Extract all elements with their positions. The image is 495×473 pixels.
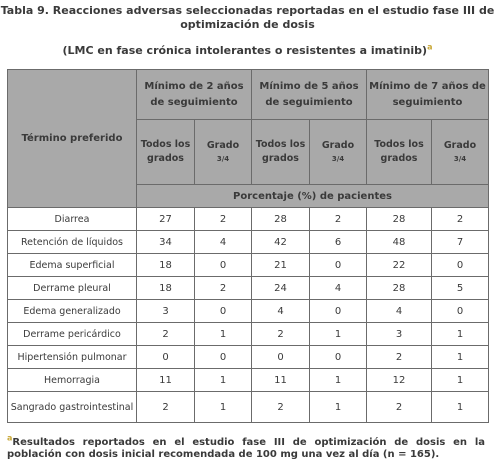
cell-value: 5: [432, 277, 489, 300]
cell-value: 1: [432, 392, 489, 423]
table-row: [8, 392, 489, 423]
cell-value: 0: [252, 346, 310, 369]
row-term: Edema generalizado: [8, 300, 137, 323]
cell-value: 2: [137, 323, 195, 346]
cell-value: 6: [310, 231, 367, 254]
row-term: Hemorragia: [8, 369, 137, 392]
footnote-text: Resultados reportados en el estudio fase III de optimización de dosis en la población con dosis inicial recomendada de 100 mg una vez al día (n = 165).: [7, 437, 485, 460]
cell-value: 2: [367, 392, 432, 423]
header-grade: Grado 3/4: [310, 120, 367, 185]
header-grade: Grado 3/4: [432, 120, 489, 185]
row-term: Retención de líquidos: [8, 231, 137, 254]
cell-value: 1: [310, 369, 367, 392]
header-all-grades: Todos los grados: [367, 120, 432, 185]
cell-value: 3: [367, 323, 432, 346]
cell-value: 28: [367, 208, 432, 231]
cell-value: 1: [195, 369, 252, 392]
header-all-grades: Todos los grados: [252, 120, 310, 185]
header-all-grades: Todos los grados: [137, 120, 195, 185]
cell-value: 12: [367, 369, 432, 392]
table-row: [8, 323, 489, 346]
header-percent: Porcentaje (%) de pacientes: [137, 185, 489, 208]
cell-value: 1: [432, 323, 489, 346]
table-subtitle: [0, 44, 495, 58]
cell-value: 4: [195, 231, 252, 254]
cell-value: 0: [310, 254, 367, 277]
row-term: Diarrea: [8, 208, 137, 231]
row-term: Derrame pleural: [8, 277, 137, 300]
table-footnote: [7, 433, 485, 461]
table-row: [8, 254, 489, 277]
cell-value: 11: [137, 369, 195, 392]
cell-value: 4: [252, 300, 310, 323]
cell-value: 28: [252, 208, 310, 231]
cell-value: 0: [310, 346, 367, 369]
table-row: [8, 300, 489, 323]
table-row: [8, 369, 489, 392]
cell-value: 2: [252, 323, 310, 346]
cell-value: 0: [195, 300, 252, 323]
cell-value: 27: [137, 208, 195, 231]
header-period-7y: Mínimo de 7 años de seguimiento: [367, 70, 489, 120]
cell-value: 1: [310, 392, 367, 423]
cell-value: 2: [195, 277, 252, 300]
cell-value: 1: [310, 323, 367, 346]
cell-value: 2: [367, 346, 432, 369]
cell-value: 7: [432, 231, 489, 254]
cell-value: 0: [310, 300, 367, 323]
footnote-marker: a: [7, 433, 13, 443]
cell-value: 1: [195, 323, 252, 346]
cell-value: 22: [367, 254, 432, 277]
cell-value: 2: [137, 392, 195, 423]
table-row: [8, 277, 489, 300]
cell-value: 3: [137, 300, 195, 323]
cell-value: 42: [252, 231, 310, 254]
row-term: Hipertensión pulmonar: [8, 346, 137, 369]
cell-value: 2: [195, 208, 252, 231]
cell-value: 0: [137, 346, 195, 369]
cell-value: 2: [252, 392, 310, 423]
row-term: Derrame pericárdico: [8, 323, 137, 346]
cell-value: 11: [252, 369, 310, 392]
subtitle-text: (LMC en fase crónica intolerantes o resistentes a imatinib): [62, 44, 428, 57]
cell-value: 0: [432, 300, 489, 323]
table-title: Tabla 9. Reacciones adversas seleccionadas reportadas en el estudio fase III de optimización de dosis: [0, 4, 495, 31]
row-term: Edema superficial: [8, 254, 137, 277]
header-period-2y: Mínimo de 2 años de seguimiento: [137, 70, 252, 120]
table-row: [8, 208, 489, 231]
header-grade: Grado 3/4: [195, 120, 252, 185]
cell-value: 48: [367, 231, 432, 254]
cell-value: 4: [310, 277, 367, 300]
cell-value: 4: [367, 300, 432, 323]
cell-value: 0: [432, 254, 489, 277]
cell-value: 1: [432, 346, 489, 369]
cell-value: 18: [137, 254, 195, 277]
cell-value: 24: [252, 277, 310, 300]
footnote-marker: a: [427, 42, 433, 52]
table-row: [8, 346, 489, 369]
cell-value: 2: [432, 208, 489, 231]
adverse-reactions-table: [7, 69, 489, 423]
cell-value: 2: [310, 208, 367, 231]
cell-value: 1: [195, 392, 252, 423]
row-term: Sangrado gastrointestinal: [8, 392, 137, 423]
table-row: [8, 231, 489, 254]
header-period-5y: Mínimo de 5 años de seguimiento: [252, 70, 367, 120]
header-term: Término preferido: [8, 70, 137, 208]
cell-value: 18: [137, 277, 195, 300]
cell-value: 28: [367, 277, 432, 300]
cell-value: 21: [252, 254, 310, 277]
cell-value: 34: [137, 231, 195, 254]
cell-value: 1: [432, 369, 489, 392]
cell-value: 0: [195, 346, 252, 369]
cell-value: 0: [195, 254, 252, 277]
